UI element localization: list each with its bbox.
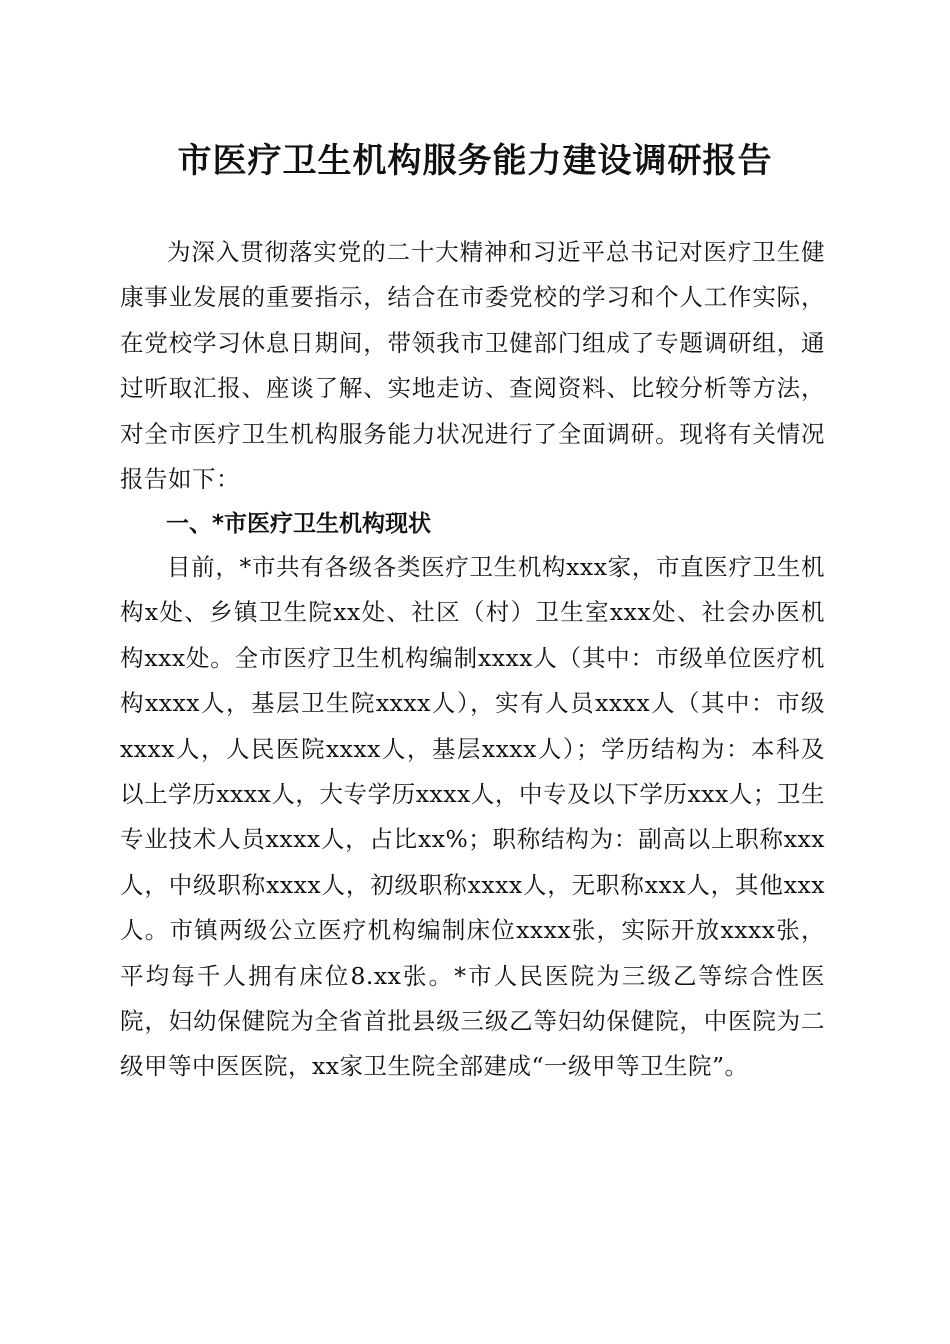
- section-heading-1: 一、*市医疗卫生机构现状: [166, 511, 432, 537]
- status-paragraph: 目前，*市共有各级各类医疗卫生机构xxx家，市直医疗卫生机构x处、乡镇卫生院xx处、社区（村）卫生室xxx处、社会办医机构xxx处。全市医疗卫生机构编制xxxx人（其中：市级单位医疗机构xxxx人，基层卫生院xxxx人），实有人员xxxx人（其中：市级xxxx人，人民医院xxxx人，基层xxxx人）；学历结构为：本科及以上学历xxxx人，大专学历xxxx人，中专及以下学历xxx人；卫生专业技术人员xxxx人，占比xx%；职称结构为：副高以上职称xxx人，中级职称xxxx人，初级职称xxxx人，无职称xxx人，其他xxx人。市镇两级公立医疗机构编制床位xxxx张，实际开放xxxx张，平均每千人拥有床位8.xx张。*市人民医院为三级乙等综合性医院，妇幼保健院为全省首批县级三级乙等妇幼保健院，中医院为二级甲等中医医院，xx家卫生院全部建成“一级甲等卫生院”。: [120, 553, 825, 1081]
- intro-paragraph: 为深入贯彻落实党的二十大精神和习近平总书记对医疗卫生健康事业发展的重要指示，结合在市委党校的学习和个人工作实际，在党校学习休息日期间，带领我市卫健部门组成了专题调研组，通过听取汇报、座谈了解、实地走访、查阅资料、比较分析等方法，对全市医疗卫生机构服务能力状况进行了全面调研。现将有关情况报告如下：: [120, 238, 825, 494]
- document-title: 市医疗卫生机构服务能力建设调研报告: [177, 141, 773, 181]
